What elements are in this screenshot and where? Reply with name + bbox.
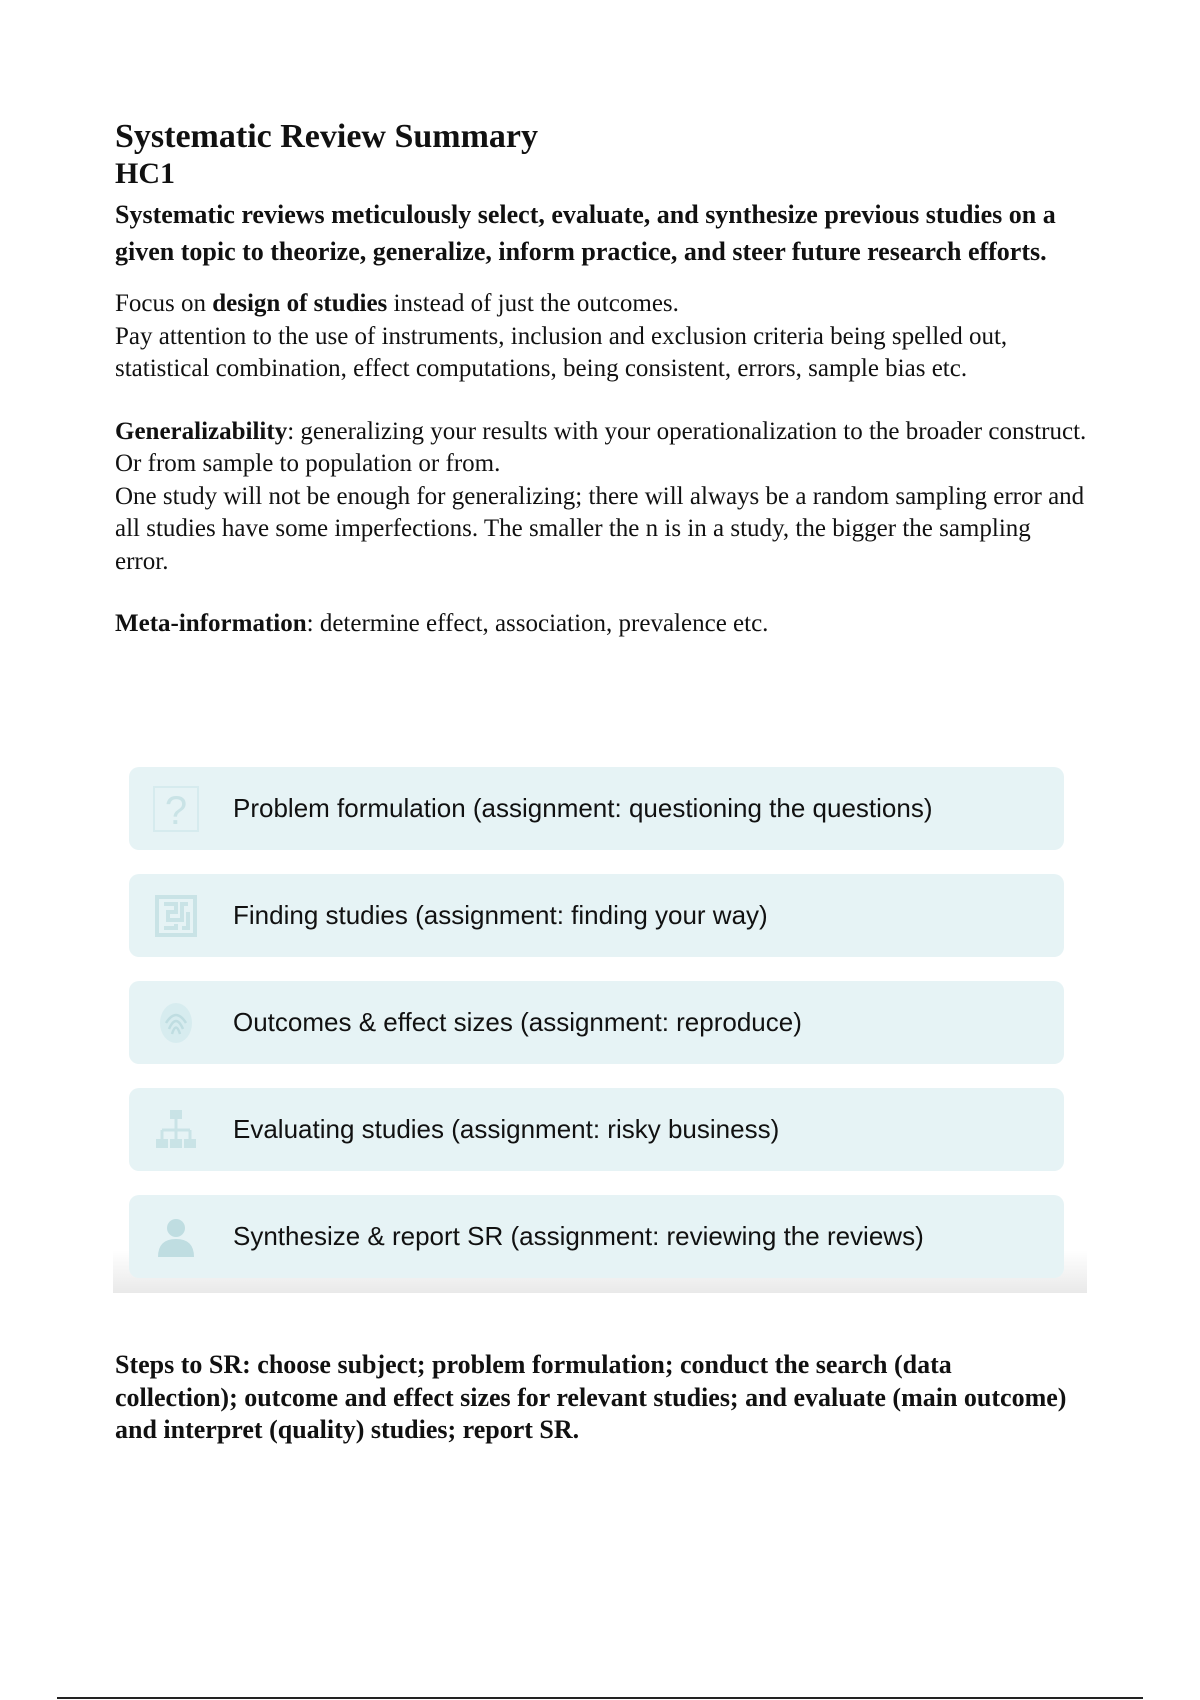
step-label: Finding studies (assignment: finding your way) — [233, 900, 768, 930]
steps-panel — [113, 758, 1087, 1293]
bottom-rule — [57, 1697, 1143, 1699]
focus-paragraph — [115, 288, 1090, 386]
focus-line2: Pay attention to the use of instruments, inclusion and exclusion criteria being spelled out, statistical combination, effect computations, being consistent, errors, sample bias etc. — [115, 322, 1008, 382]
section-code: HC1 — [115, 157, 175, 190]
question-mark-icon: ? — [153, 786, 199, 832]
maze-icon — [153, 893, 199, 939]
generalizability-line2: One study will not be enough for generalizing; there will always be a random sampling error and all studies have some imperfections. The smaller the n is in a study, the bigger the sampling error. — [115, 482, 1085, 575]
step-evaluating-studies — [129, 1088, 1064, 1171]
step-synthesize-report — [129, 1195, 1064, 1278]
summary-paragraph: Steps to SR: choose subject; problem formulation; conduct the search (data collection); outcome and effect sizes for relevant studies; and evaluate (main outcome) and interpret (quality) studies; report SR. — [115, 1350, 1067, 1444]
meta-text: : determine effect, association, prevalence etc. — [306, 610, 769, 637]
step-finding-studies — [129, 874, 1064, 957]
fingerprint-icon — [153, 1000, 199, 1046]
lead-paragraph: Systematic reviews meticulously select, evaluate, and synthesize previous studies on a given topic to theorize, generalize, inform practice, and steer future research efforts. — [115, 200, 1056, 266]
meta-term: Meta-information — [115, 610, 307, 637]
hierarchy-icon — [153, 1107, 199, 1153]
step-problem-formulation — [129, 767, 1064, 850]
generalizability-paragraph — [115, 416, 1090, 579]
step-label: Synthesize & report SR (assignment: reviewing the reviews) — [233, 1221, 924, 1251]
document-body — [115, 110, 1090, 641]
step-label: Outcomes & effect sizes (assignment: reproduce) — [233, 1007, 802, 1037]
focus-bold: design of studies — [212, 290, 388, 317]
generalizability-term: Generalizability — [115, 417, 288, 445]
step-outcomes-effect-sizes — [129, 981, 1064, 1064]
meta-paragraph — [115, 608, 1090, 641]
focus-pre: Focus on — [115, 290, 213, 317]
step-label: Problem formulation (assignment: questioning the questions) — [233, 793, 933, 823]
page-title: Systematic Review Summary — [115, 118, 539, 155]
focus-post: instead of just the outcomes. — [387, 290, 679, 317]
generalizability-text: : generalizing your results with your operationalization to the broader construct. Or from sample to population or from. — [115, 417, 1087, 477]
person-icon — [153, 1214, 199, 1260]
step-label: Evaluating studies (assignment: risky business) — [233, 1114, 780, 1144]
